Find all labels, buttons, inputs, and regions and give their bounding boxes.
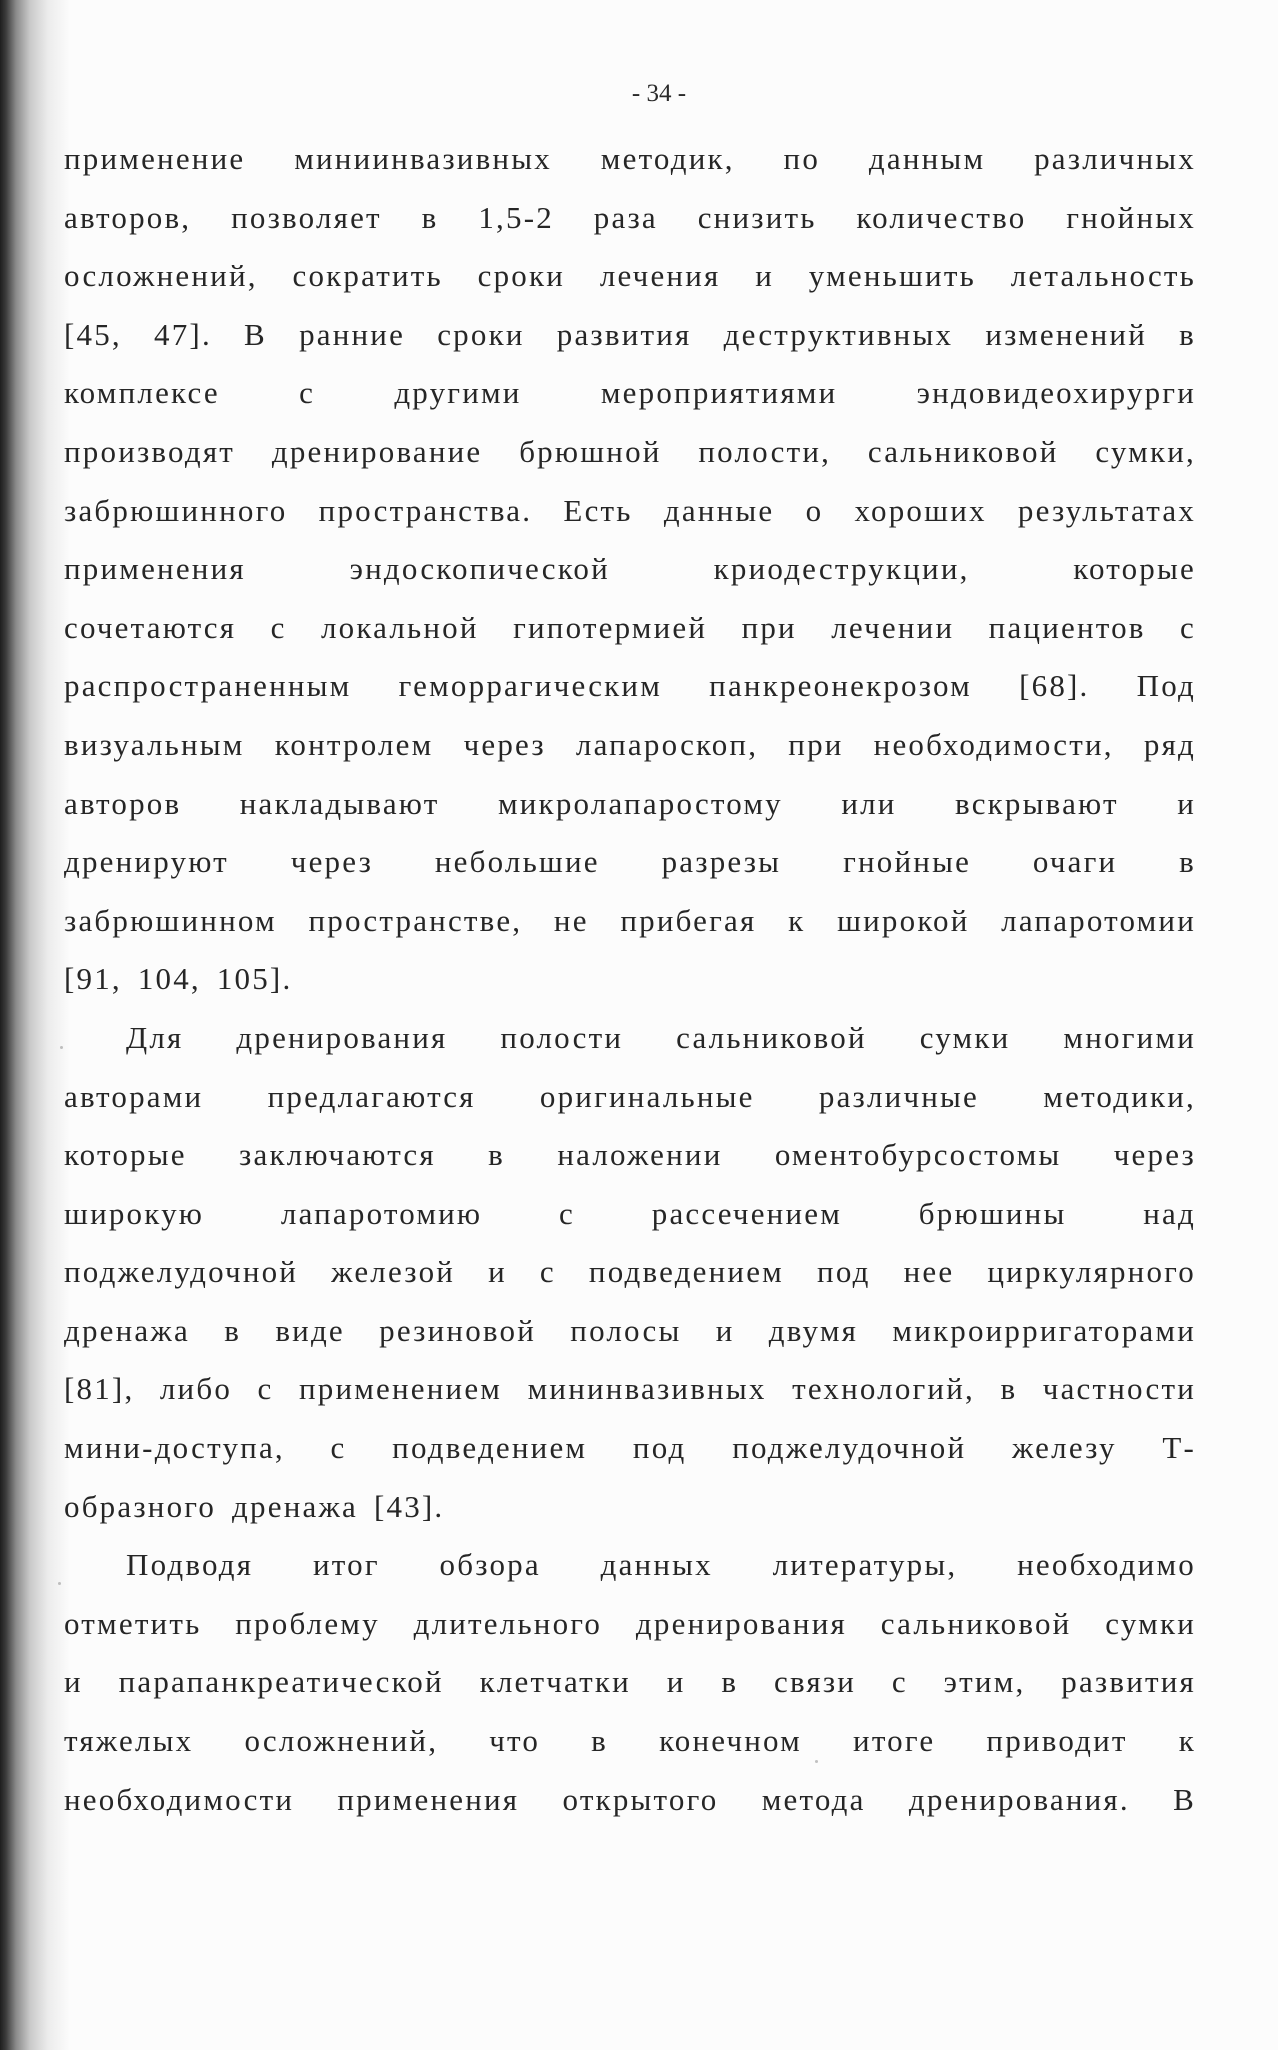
text-line: применения эндоскопической криодеструкции, которые bbox=[64, 551, 1196, 587]
paragraph bbox=[64, 130, 1196, 1009]
scan-binding-shadow bbox=[0, 0, 70, 2050]
text-line: широкую лапаротомию с рассечением брюшины над bbox=[64, 1195, 1196, 1231]
text-line: поджелудочной железой и с подведением под нее циркулярного bbox=[64, 1254, 1196, 1290]
scan-speck bbox=[815, 1760, 818, 1763]
text-line: тяжелых осложнений, что в конечном итоге приводит к bbox=[64, 1723, 1196, 1759]
text-line: [45, 47]. В ранние сроки развития деструктивных изменений в bbox=[64, 316, 1196, 352]
text-line: дренируют через небольшие разрезы гнойные очаги в bbox=[64, 844, 1196, 880]
text-line: Подводя итог обзора данных литературы, необходимо bbox=[126, 1547, 1196, 1583]
text-line: отметить проблему длительного дренирования сальниковой сумки bbox=[64, 1605, 1196, 1641]
text-line: авторами предлагаются оригинальные различные методики, bbox=[64, 1078, 1196, 1114]
text-line: производят дренирование брюшной полости, сальниковой сумки, bbox=[64, 433, 1196, 469]
text-line: и парапанкреатической клетчатки и в связи с этим, развития bbox=[64, 1664, 1196, 1700]
text-line: забрюшинного пространства. Есть данные о хороших результатах bbox=[64, 492, 1196, 528]
paragraph bbox=[64, 1009, 1196, 1536]
text-line: которые заключаются в наложении оментобурсостомы через bbox=[64, 1137, 1196, 1173]
paragraph bbox=[64, 1536, 1196, 1829]
text-line: распространенным геморрагическим панкреонекрозом [68]. Под bbox=[64, 668, 1196, 704]
scan-speck bbox=[58, 1582, 61, 1585]
text-line: осложнений, сократить сроки лечения и уменьшить летальность bbox=[64, 258, 1196, 294]
text-line: комплексе с другими мероприятиями эндовидеохирурги bbox=[64, 375, 1196, 411]
text-line: авторов, позволяет в 1,5-2 раза снизить количество гнойных bbox=[64, 199, 1196, 235]
text-line: [81], либо с применением мининвазивных технологий, в частности bbox=[64, 1371, 1196, 1407]
text-line: авторов накладывают микролапаростому или вскрывают и bbox=[64, 785, 1196, 821]
text-line: образного дренажа [43]. bbox=[64, 1488, 445, 1524]
text-line: сочетаются с локальной гипотермией при лечении пациентов с bbox=[64, 609, 1196, 645]
text-line: применение миниинвазивных методик, по данным различных bbox=[64, 141, 1196, 176]
body-text bbox=[64, 130, 1196, 1829]
page-number: - 34 - bbox=[631, 80, 687, 107]
scan-speck bbox=[60, 1046, 63, 1049]
text-line: Для дренирования полости сальниковой сумки многими bbox=[126, 1019, 1196, 1055]
text-line: мини-доступа, с подведением под поджелудочной железу Т- bbox=[64, 1430, 1196, 1466]
text-line: необходимости применения открытого метода дренирования. В bbox=[64, 1781, 1196, 1817]
text-line: визуальным контролем через лапароскоп, при необходимости, ряд bbox=[64, 726, 1196, 762]
text-line: дренажа в виде резиновой полосы и двумя микроирригаторами bbox=[64, 1312, 1196, 1348]
text-line: [91, 104, 105]. bbox=[64, 961, 293, 997]
text-line: забрюшинном пространстве, не прибегая к широкой лапаротомии bbox=[64, 902, 1196, 938]
